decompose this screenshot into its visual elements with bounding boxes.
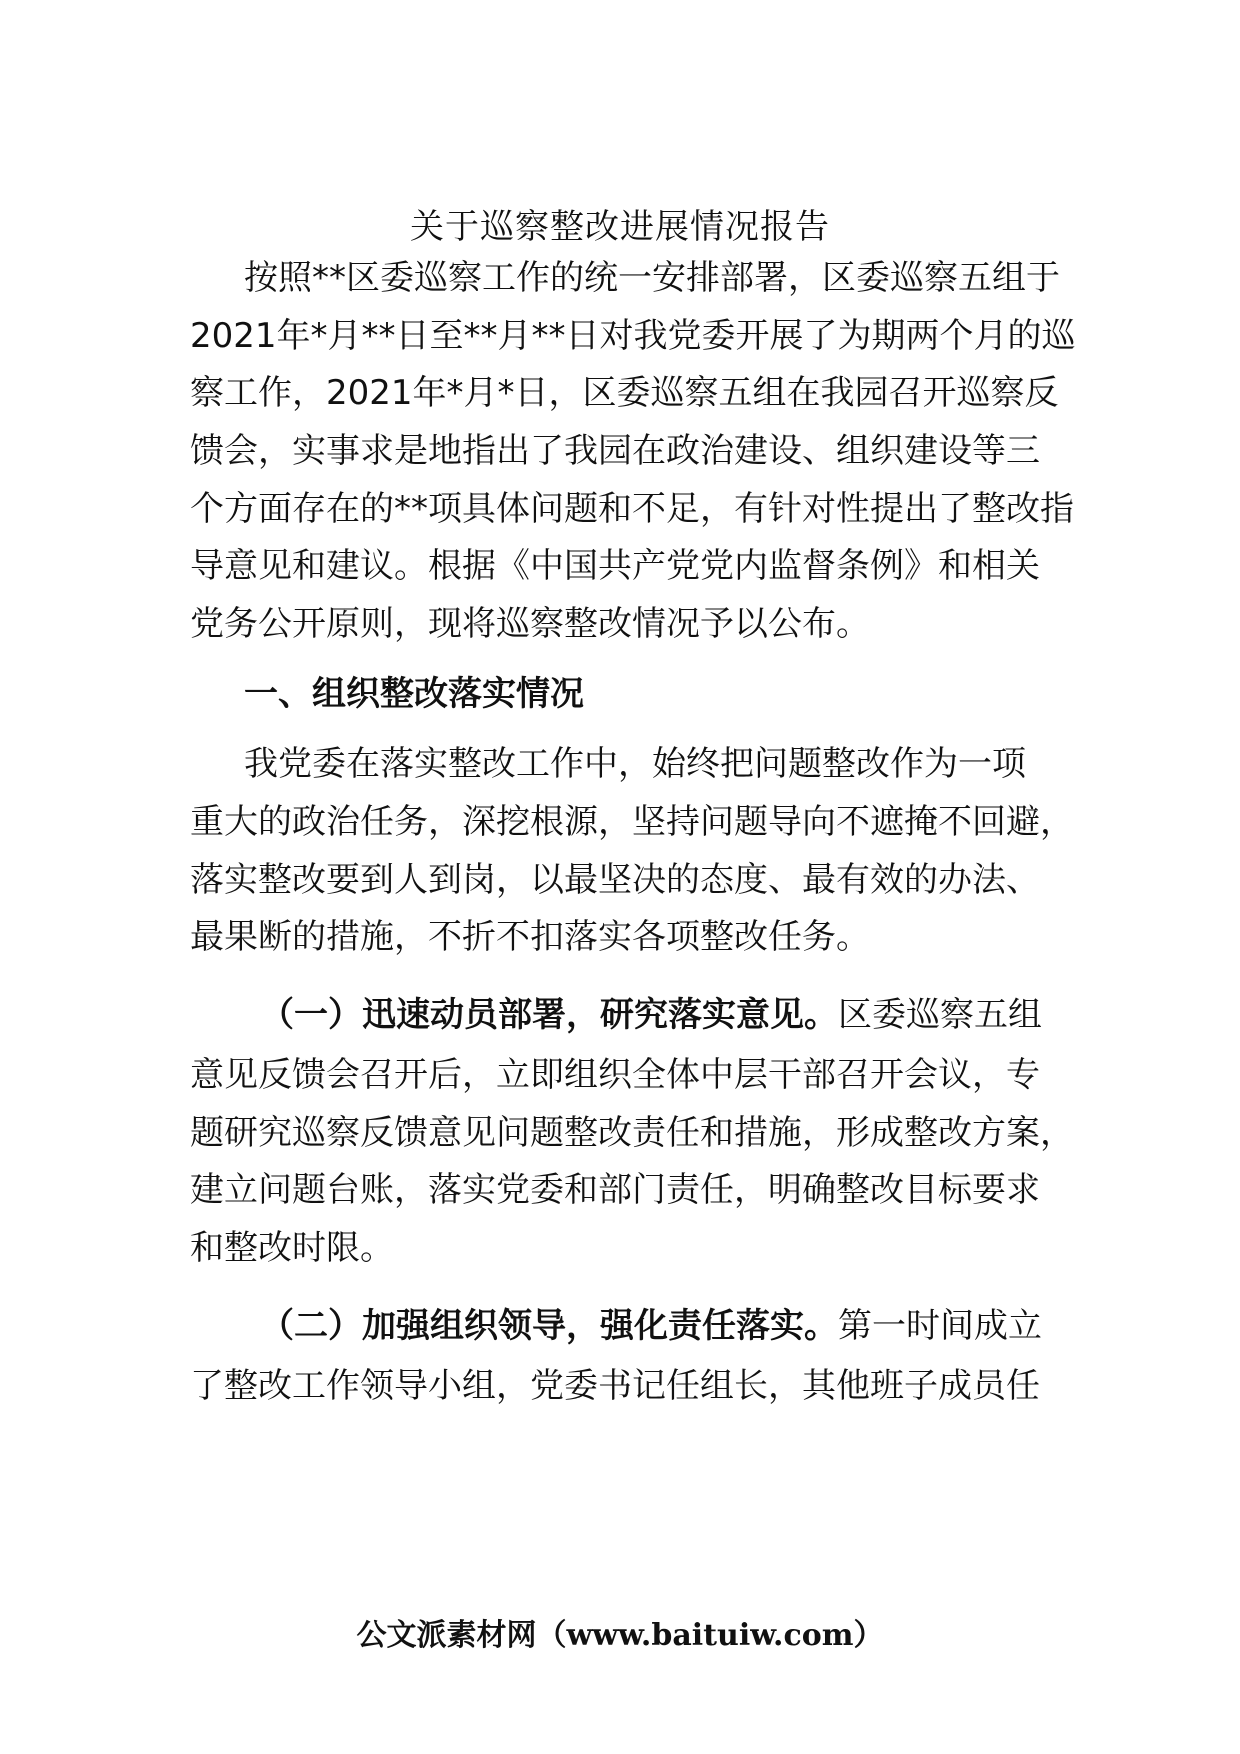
intro-line-6: 导意见和建议。根据《中国共产党党内监督条例》和相关: [190, 546, 1040, 586]
intro-line-2: 2021年*月**日至**月**日对我党委开展了为期两个月的巡: [190, 316, 1076, 356]
subsection-1-line-3: 题研究巡察反馈意见问题整改责任和措施，形成整改方案，: [190, 1113, 1074, 1153]
subsection-2-line-2: 了整改工作领导小组，党委书记任组长，其他班子成员任: [190, 1366, 1040, 1406]
subsection-1-line-4: 建立问题台账，落实党委和部门责任，明确整改目标要求: [190, 1170, 1040, 1210]
subsection-1-first-line: [260, 993, 1042, 1037]
intro-line-7: 党务公开原则，现将巡察整改情况予以公布。: [190, 604, 870, 644]
subsection-1-first-line-rest: 区委巡察五组: [838, 995, 1042, 1035]
subsection-2-first-line-rest: 第一时间成立: [838, 1306, 1042, 1346]
subsection-1-line-2: 意见反馈会召开后，立即组织全体中层干部召开会议，专: [190, 1055, 1040, 1095]
intro-line-5: 个方面存在的**项具体问题和不足，有针对性提出了整改指: [190, 489, 1074, 529]
section1-line-2: 重大的政治任务，深挖根源，坚持问题导向不遮掩不回避，: [190, 802, 1074, 842]
subsection-1-heading: （一）迅速动员部署，研究落实意见。: [260, 995, 838, 1035]
subsection-1-line-5: 和整改时限。: [190, 1228, 394, 1268]
intro-line-1: 按照**区委巡察工作的统一安排部署，区委巡察五组于: [244, 258, 1060, 298]
document-title: 关于巡察整改进展情况报告: [410, 207, 830, 247]
subsection-2-first-line: [260, 1304, 1042, 1348]
intro-line-3: 察工作，2021年*月*日，区委巡察五组在我园召开巡察反: [190, 373, 1059, 413]
section1-line-1: 我党委在落实整改工作中，始终把问题整改作为一项: [244, 744, 1026, 784]
subsection-2-heading: （二）加强组织领导，强化责任落实。: [260, 1306, 838, 1346]
section1-line-4: 最果断的措施，不折不扣落实各项整改任务。: [190, 917, 870, 957]
intro-line-4: 馈会，实事求是地指出了我园在政治建设、组织建设等三: [190, 431, 1040, 471]
section1-line-3: 落实整改要到人到岗，以最坚决的态度、最有效的办法、: [190, 860, 1040, 900]
footer-watermark: 公文派素材网（www.baituiw.com）: [356, 1618, 884, 1653]
section-heading-1: 一、组织整改落实情况: [244, 674, 584, 714]
